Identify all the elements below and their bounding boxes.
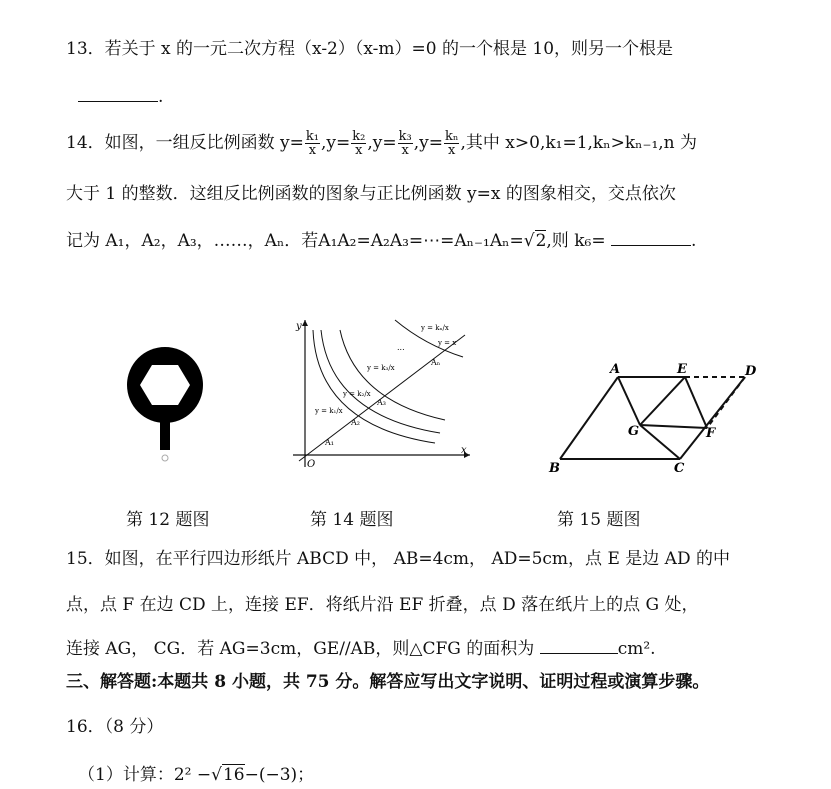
fig14-x-axis-label: x	[461, 445, 467, 456]
q15-line3-a: 连接 AG， CG．若 AG=3cm，GE//AB，则△CFG 的面积为	[66, 639, 535, 659]
q14-prefix: 14．如图，一组反比例函数 y=	[66, 133, 304, 153]
fig15-point-c: C	[674, 461, 685, 476]
q14-line3-a: 记为 A₁，A₂，A₃，……，Aₙ．若A₁A₂=A₂A₃=⋯=Aₙ₋₁Aₙ=	[66, 231, 524, 251]
q16-title	[66, 716, 163, 738]
fig15-point-a: A	[610, 362, 621, 377]
q15-answer-blank[interactable]	[540, 639, 618, 654]
q14-frac-1: $\frac{\text{k₁}}{x}$	[305, 129, 319, 158]
q16-title-text: 16．（8 分）	[66, 717, 164, 737]
figure-14	[285, 315, 475, 475]
q16-sqrt: 16	[222, 765, 245, 785]
figure-12	[120, 340, 210, 480]
fig14-ellipsis: ...	[397, 343, 405, 352]
q14-line3: 记为 A₁，A₂，A₃，……，Aₙ．若A₁A₂=A₂A₃=⋯=Aₙ₋₁Aₙ=√2,则 k₆= .	[66, 231, 697, 251]
q14-sep: ,y=	[367, 133, 397, 153]
q14-answer-blank[interactable]	[611, 231, 691, 246]
fig15-point-b: B	[549, 461, 560, 476]
q14-after: ,其中 x>0,k₁=1,kₙ>kₙ₋₁,n 为	[460, 133, 698, 153]
fig15-point-g: G	[628, 424, 640, 439]
q14-line3-b: ,则 k₆=	[546, 231, 606, 251]
q16-expr-a: 2² −	[173, 765, 212, 785]
q16-part1-label: （1）计算：	[78, 765, 174, 785]
fig14-point-a3: A₃	[377, 398, 386, 407]
q15-line3	[66, 638, 656, 660]
fig14-label-kn: y = kₙ/x	[421, 324, 449, 332]
fig15-point-e: E	[677, 362, 687, 377]
q14-sep: ,y=	[320, 133, 351, 153]
q14-frac-n: $\frac{\text{kₙ}}{x}$	[444, 129, 459, 158]
q14-line2	[66, 183, 676, 205]
q15-line1	[66, 548, 730, 570]
q13-end: .	[158, 87, 164, 107]
q13-line1	[66, 38, 673, 60]
fig14-y-axis-label: y	[296, 321, 302, 332]
q15-line1-text: 15．如图，在平行四边形纸片 ABCD 中， AB=4cm， AD=5cm，点 E 是边 AD 的中	[66, 549, 730, 569]
q16-expr-b: −(−3)；	[244, 765, 315, 785]
q14-line2-text: 大于 1 的整数．这组反比例函数的图象与正比例函数 y=x 的图象相交，交点依次	[66, 184, 676, 204]
q15-line3-b: cm².	[617, 639, 656, 659]
fig14-label-k2: y = k₂/x	[343, 390, 371, 398]
fig14-point-a2: A₂	[351, 418, 360, 427]
section-3-text: 三、解答题:本题共 8 小题，共 75 分。解答应写出文字说明、证明过程或演算步骤。	[66, 672, 710, 692]
fig14-point-an: Aₙ	[431, 358, 441, 367]
fig15-point-f: F	[706, 426, 716, 441]
q14-sqrt: 2	[535, 231, 547, 251]
fig15-point-d: D	[745, 364, 757, 379]
fig14-label-k3: y = k₃/x	[367, 364, 395, 372]
fig14-point-a1: A₁	[325, 438, 334, 447]
caption-fig14: 第 14 题图	[310, 510, 394, 530]
caption-fig12: 第 12 题图	[126, 510, 210, 530]
q15-line2-text: 点，点 F 在边 CD 上，连接 EF．将纸片沿 EF 折叠，点 D 落在纸片上的点 G 处，	[66, 595, 699, 615]
figure-15	[540, 355, 770, 480]
q15-line2	[66, 594, 699, 616]
q13-answer-blank[interactable]	[78, 87, 158, 102]
q14-end: .	[690, 231, 697, 251]
q16-part1: （1）计算：2² −√16−(−3)；	[78, 765, 315, 785]
section-3-heading	[66, 671, 709, 693]
caption-fig15: 第 15 题图	[557, 510, 641, 530]
fig14-label-k1: y = k₁/x	[315, 407, 343, 415]
q14-frac-2: $\frac{\text{k₂}}{x}$	[352, 129, 366, 158]
q14-line1	[66, 130, 697, 157]
q13-line2	[78, 86, 163, 108]
fig14-label-yx: y = x	[438, 339, 457, 347]
q14-sep: ,y=	[413, 133, 443, 153]
q14-frac-3: $\frac{\text{k₃}}{x}$	[398, 129, 412, 158]
q13-text: 13．若关于 x 的一元二次方程（x-2）（x-m）=0 的一个根是 10，则另一个根是	[66, 39, 674, 59]
fig14-origin-label: O	[307, 459, 316, 470]
